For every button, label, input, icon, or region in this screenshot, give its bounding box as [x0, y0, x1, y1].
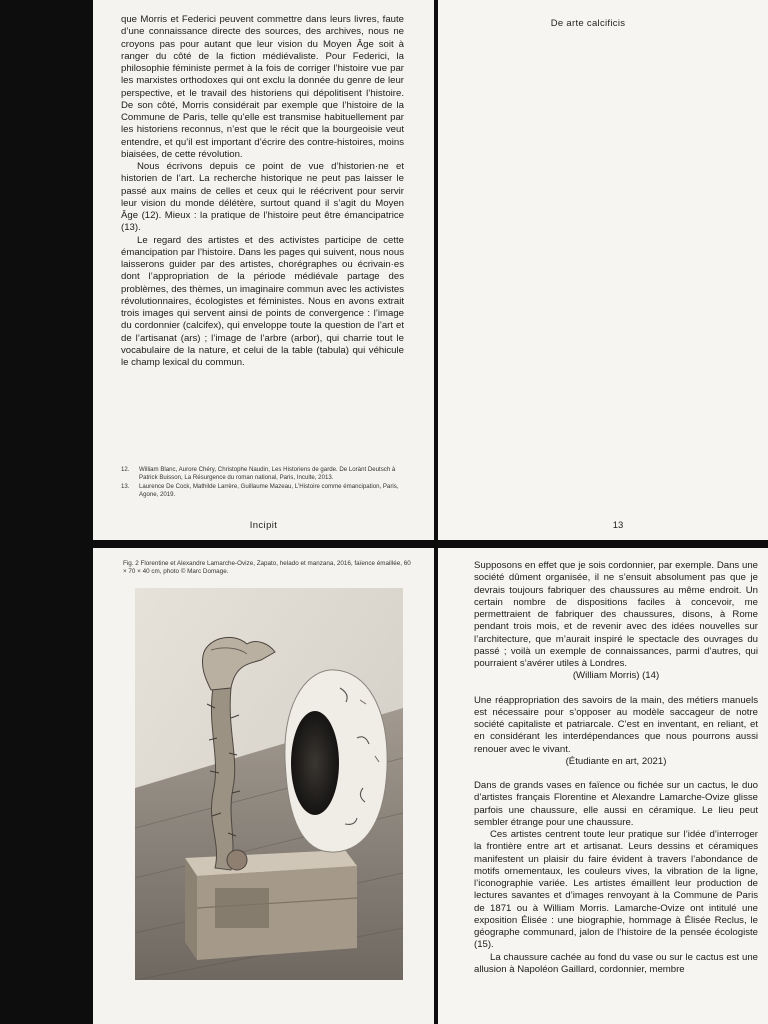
- book-page-13: [438, 0, 768, 540]
- ceramic-vase: [285, 670, 387, 852]
- running-header: De arte calcificis: [550, 18, 626, 29]
- footnote-text: William Blanc, Aurore Chéry, Christophe Naudin, Les Historiens de garde. De Lorànt Deutsch à Patrick Buisson, La Résurgence du roman national, Paris, Inculte, 2013.: [139, 466, 396, 481]
- body-text: [121, 14, 404, 369]
- body-text: [474, 560, 758, 976]
- paragraph: La chaussure cachée au fond du vase ou sur le cactus est une allusion à Napoléon Gaillard, cordonnier, membre: [474, 951, 758, 975]
- quote-paragraph: Une réappropriation des savoirs de la main, des métiers manuels est nécessaire pour s’opposer au modèle saccageur de notre société capitaliste et patriarcale. C’est en inventant, en reliant, et en considérant les interdépendances que nous pourrons aussi renouer avec le vivant.: [474, 694, 758, 755]
- book-page-figure: [93, 548, 434, 1024]
- paragraph: Ces artistes centrent toute leur pratique sur l’idée d’interroger la frontière entre art et artisanat. Leurs dessins et céramiques manifestent un plaisir du faire évident à travers l’abondance de motifs ornementaux, les couleurs vives, la vibration de la ligne, l’iconographie variée. Les artistes émaillent leur production de lectures savantes et d’images renvoyant à la Commune de Paris de 1871 ou à William Morris. Lamarche-Ovize ont intitulé une exposition Élisée : une biographie, hommage à Élisée Reclus, le géographe communard, jalon de l’histoire de la pensée écologiste (15).: [474, 829, 758, 951]
- book-page-incipit: [93, 0, 434, 540]
- ceramic-apple: [227, 850, 247, 870]
- page-number: 13: [612, 520, 624, 531]
- section-folio: Incipit: [249, 520, 278, 531]
- footnote: [121, 466, 404, 481]
- artwork-photo: [135, 588, 403, 980]
- figure-caption: Fig. 2 Florentine et Alexandre Lamarche-Ovize, Zapato, helado et manzana, 2016, faïence émaillée, 60 × 70 × 40 cm, photo © Marc Domage.: [123, 560, 411, 575]
- paragraph: Nous écrivons depuis ce point de vue d’historien·ne et historien de l’art. La recherche historique ne peut pas laisser le passé aux mains de celles et ceux qui le réécrivent pour servir leur vision du monde délétère, surtout quand il s’agit du Moyen Âge (12). Mieux : la pratique de l’histoire peut être émancipatrice (13).: [121, 161, 404, 234]
- quote-paragraph: Supposons en effet que je sois cordonnier, par exemple. Dans une société dûment organisée, il ne s’ensuit absolument pas que je devrais toujours fabriquer des chaussures au même endroit. Un certain nombre de dispositions faciles à concevoir, me permettraient de fabriquer des chaussures, disons, à Rome pendant trois mois, et de revenir avec des idées nouvelles sur l’architecture, que m’aurait inspiré le spectacle des ouvrages du passé ; voilà un exemple de connaissances, parmi d’autres, qui pourraient s’avérer utiles à Londres.: [474, 560, 758, 669]
- footnote-text: Laurence De Cock, Mathilde Larrère, Guillaume Mazeau, L’Histoire comme émancipation, Paris, Agone, 2019.: [139, 483, 399, 499]
- book-page-text: [438, 548, 768, 1024]
- footnote: [121, 483, 404, 498]
- footnotes: [121, 466, 404, 501]
- paragraph: Dans de grands vases en faïence ou fichée sur un cactus, le duo d’artistes français Florentine et Alexandre Lamarche-Ovize glisse parfois une chaussure, elle aussi en céramique. Le lieu peut sembler étrange pour une chaussure.: [474, 780, 758, 828]
- footnote-number: 13.: [121, 483, 130, 491]
- footnote-number: 12.: [121, 466, 130, 473]
- paragraph: que Morris et Federici peuvent commettre dans leurs livres, faute d’une connaissance directe des sources, des archives, nous ne croyons pas pour autant que leur vision du Moyen Âge soit à ranger du côté de la fiction médiévaliste. Pour Federici, la philosophie féministe permet à la fois de corriger l’histoire vue par les marxistes orthodoxes qui ont exclu la donnée du genre de leur perspective, et le travail des historiens qui dépolitisent l’histoire. De son côté, Morris considérait par exemple que l’histoire de la Commune de Paris, telle qu’elle est transmise habituellement par les historiens reconnus, n’est que le récit que la bourgeoisie veut entendre, et qu’il est important d’écrire des contre-histoires, moins biaisées, de cette révolution.: [121, 14, 404, 160]
- quote-attribution: (Étudiante en art, 2021): [565, 755, 667, 767]
- plinth: [185, 850, 357, 960]
- quote-attribution: (William Morris) (14): [572, 670, 660, 682]
- paragraph: Le regard des artistes et des activistes participe de cette émancipation par l’histoire. Dans les pages qui suivent, nous nous laisserons guider par des artistes, chorégraphes ou écrivain·es dont l’appropriation de la période médiévale partage des problèmes, des thèmes, un imaginaire commun avec les activistes révolutionnaires, écologistes et féministes. Nous en avons extrait trois images qui servent ainsi de points de convergence : l’image du cordonnier (calcifex), qui enveloppe toute la question de l’art et de l’artisanat (ars) ; l’image de l’arbre (arbor), qui charrie tout le vocabulaire de la nature, et celui de la table (tabula) qui véhicule le champ lexical du commun.: [121, 234, 404, 368]
